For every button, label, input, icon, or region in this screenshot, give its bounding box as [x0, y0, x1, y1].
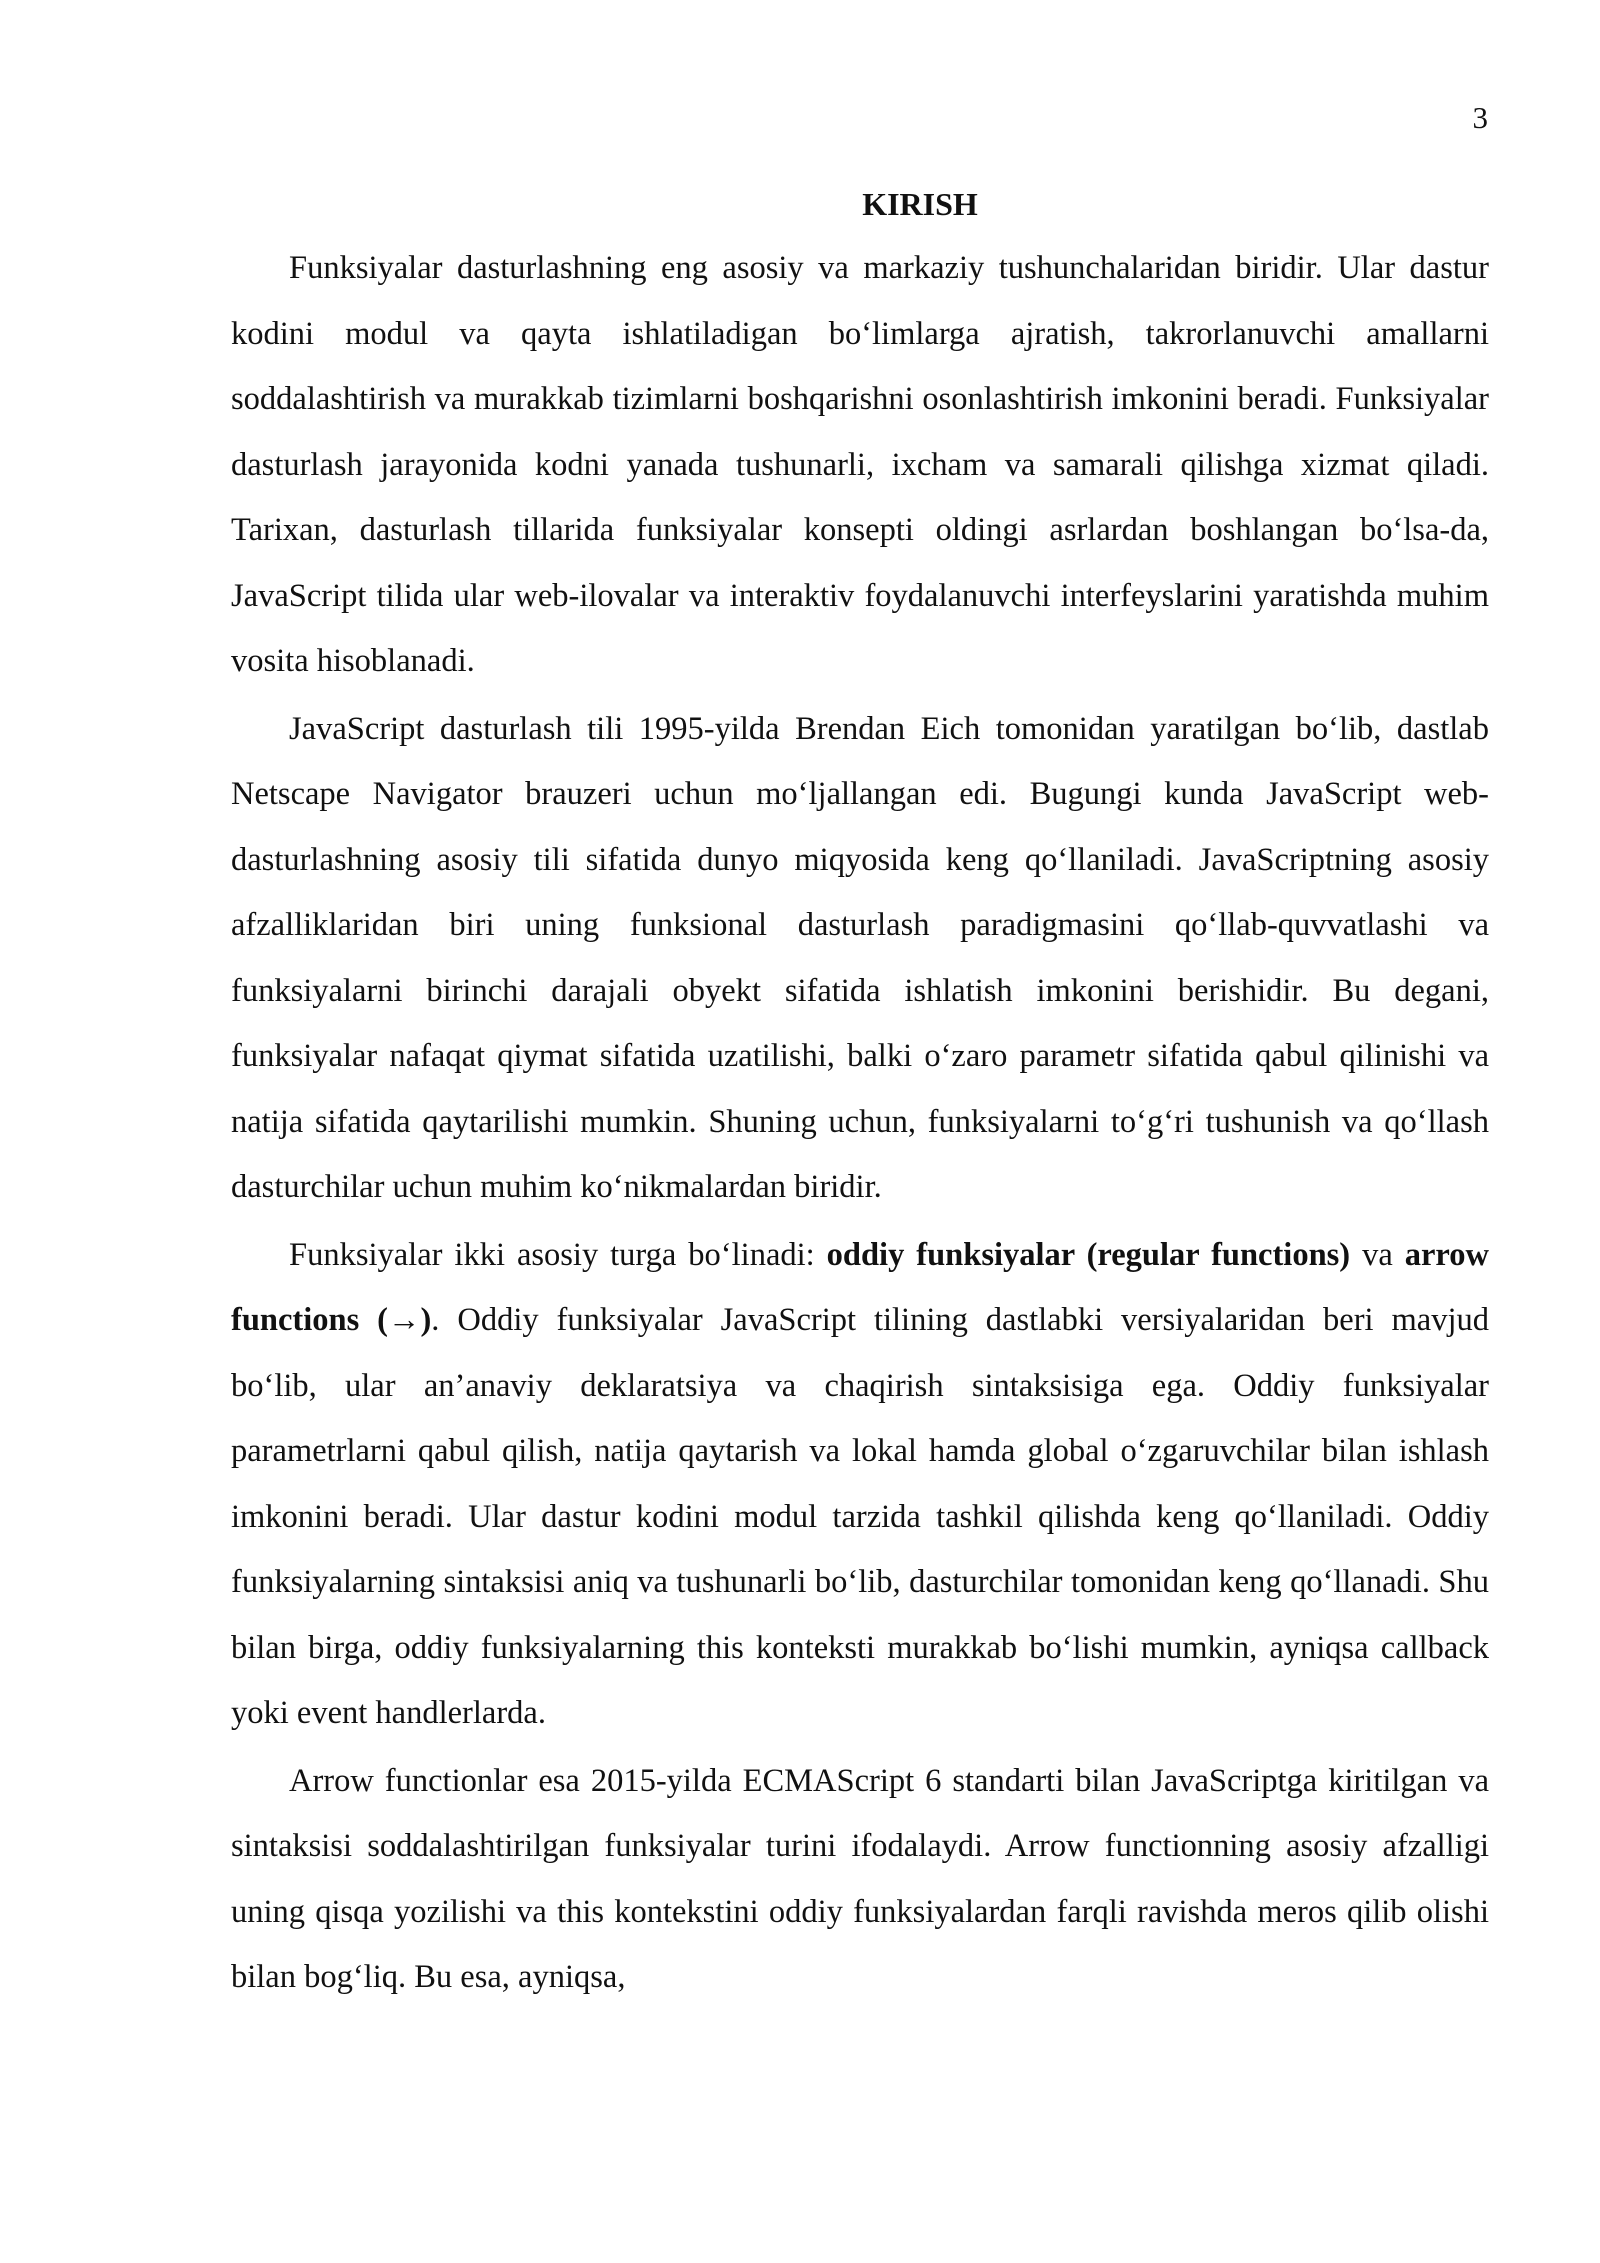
paragraph-4: Arrow functionlar esa 2015-yilda ECMAScript 6 standarti bilan JavaScriptga kiritilgan va sintaksisi soddalashtirilgan funksiyalar turini ifodalaydi. Arrow functionning asosiy afzalligi uning qisqa yozilishi va this kontekstini oddiy funksiyalardan farqli ravishda meros qilib olishi bilan bog‘liq. Bu esa, ayniqsa,: [231, 1762, 1489, 1995]
bold-term-regular-functions: oddiy funksiyalar (regular functions): [826, 1236, 1351, 1273]
document-body: [231, 180, 1489, 2013]
page-number: 3: [1472, 100, 1488, 135]
paragraph-2: JavaScript dasturlash tili 1995-yilda Brendan Eich tomonidan yaratilgan bo‘lib, dastlab Netscape Navigator brauzeri uchun mo‘ljallangan edi. Bugungi kunda JavaScript web-dasturlashning asosiy tili sifatida dunyo miqyosida keng qo‘llaniladi. JavaScriptning asosiy afzalliklaridan biri uning funksional dasturlash paradigmasini qo‘llab-quvvatlashi va funksiyalarni birinchi darajali obyekt sifatida ishlatish imkonini berishidir. Bu degani, funksiyalar nafaqat qiymat sifatida uzatilishi, balki o‘zaro parametr sifatida qabul qilinishi va natija sifatida qaytarilishi mumkin. Shuning uchun, funksiyalarni to‘g‘ri tushunish va qo‘llash dasturchilar uchun muhim ko‘nikmalardan biridir.: [231, 710, 1489, 1205]
paragraph-3-intro: Funksiyalar ikki asosiy turga bo‘linadi:: [289, 1236, 827, 1273]
paragraph-3: [231, 1223, 1489, 1747]
section-heading: KIRISH: [862, 186, 978, 222]
paragraph-3-rest: . Oddiy funksiyalar JavaScript tilining dastlabki versiyalaridan beri mavjud bo‘lib, ular an’anaviy deklaratsiya va chaqirish sintaksisiga ega. Oddiy funksiyalar parametrlarni qabul qilish, natija qaytarish va lokal hamda global o‘zgaruvchilar bilan ishlash imkonini beradi. Ular dastur kodini modul tarzida tashkil qilishda keng qo‘llaniladi. Oddiy funksiyalarning sintaksisi aniq va tushunarli bo‘lib, dasturchilar tomonidan keng qo‘llanadi. Shu bilan birga, oddiy funksiyalarning this konteksti murakkab bo‘lishi mumkin, ayniqsa callback yoki event handlerlarda.: [231, 1302, 1489, 1731]
bold-term-arrow-functions: arrow functions (→): [231, 1236, 1489, 1338]
paragraph-1: Funksiyalar dasturlashning eng asosiy va markaziy tushunchalaridan biridir. Ular dastur kodini modul va qayta ishlatiladigan bo‘limlarga ajratish, takrorlanuvchi amallarni soddalashtirish va murakkab tizimlarni boshqarishni osonlashtirish imkonini beradi. Funksiyalar dasturlash jarayonida kodni yanada tushunarli, ixcham va samarali qilishga xizmat qiladi. Tarixan, dasturlash tillarida funksiyalar konsepti oldingi asrlardan boshlangan bo‘lsa-da, JavaScript tilida ular web-ilovalar va interaktiv foydalanuvchi interfeyslarini yaratishda muhim vosita hisoblanadi.: [231, 250, 1489, 679]
paragraph-3-conjunction: va: [1350, 1236, 1405, 1273]
